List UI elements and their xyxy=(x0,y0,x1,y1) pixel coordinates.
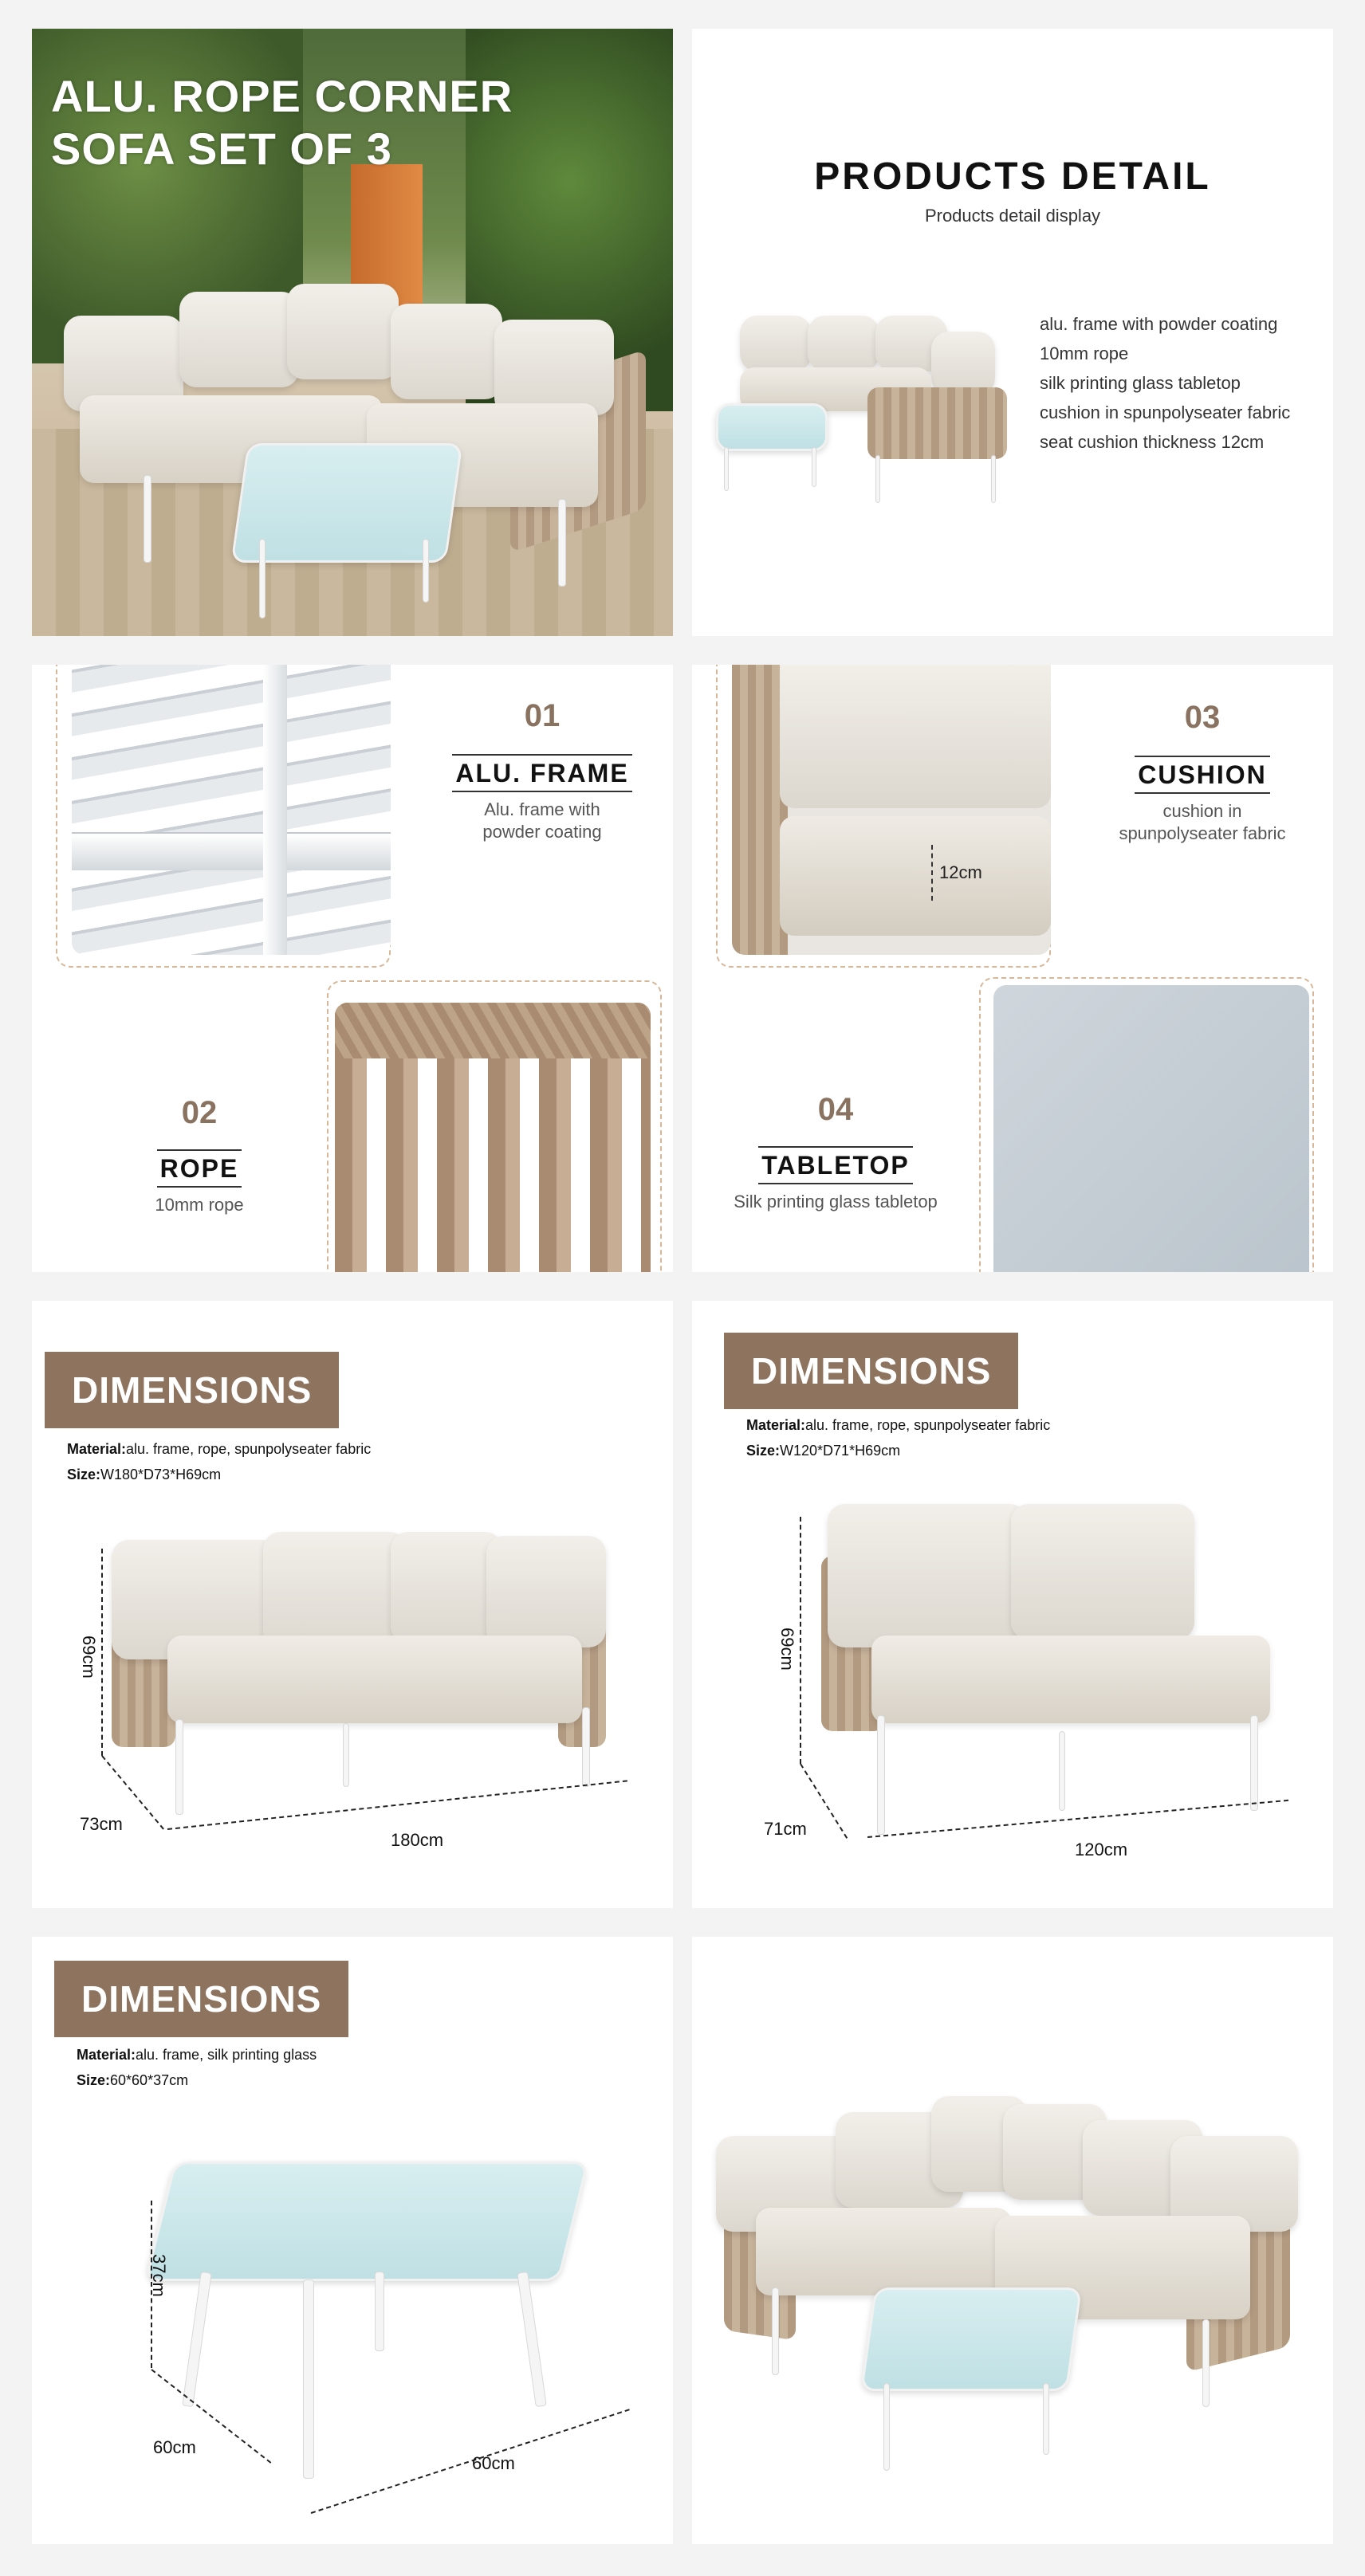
dimensions-panel-sofa xyxy=(32,1301,673,1908)
dimensions-panel-table xyxy=(32,1937,673,2544)
size-line xyxy=(77,2067,317,2093)
sofa-leg xyxy=(772,2287,779,2375)
frame-bar xyxy=(72,832,391,870)
back-cushion xyxy=(391,304,502,399)
size-line xyxy=(67,1462,371,1487)
detail-number-03: 03 xyxy=(1184,700,1221,735)
tabletop-closeup xyxy=(993,985,1309,1272)
thickness-marker xyxy=(931,845,933,901)
spec-block xyxy=(77,2042,317,2093)
dimensions-badge: DIMENSIONS xyxy=(724,1333,1018,1409)
back-cushion xyxy=(740,316,812,371)
back-cushion xyxy=(391,1532,502,1643)
sofa-leg xyxy=(582,1707,590,1787)
spec-block xyxy=(746,1412,1050,1463)
depth-label: 71cm xyxy=(764,1819,807,1839)
alu-frame-closeup xyxy=(72,665,391,955)
sofa-leg xyxy=(1202,2319,1210,2407)
depth-label: 73cm xyxy=(80,1814,123,1834)
sofa-leg xyxy=(991,455,996,503)
detail-title-alu-frame xyxy=(431,759,654,788)
full-set-panel xyxy=(692,1937,1333,2544)
material-line xyxy=(77,2042,317,2067)
products-detail-panel xyxy=(692,29,1333,636)
detail-number-04: 04 xyxy=(817,1092,854,1127)
frame-slats xyxy=(72,665,391,955)
detail-desc-line: powder coating xyxy=(482,822,602,842)
rope-top-band xyxy=(335,1003,651,1058)
detail-title-rope xyxy=(88,1154,311,1184)
material-label: Material: xyxy=(746,1417,806,1433)
detail-desc-line: spunpolyseater fabric xyxy=(1119,823,1286,843)
dimensions-panel-loveseat xyxy=(692,1301,1333,1908)
size-label: Size: xyxy=(67,1467,101,1482)
back-cushion xyxy=(828,1504,1027,1647)
detail-desc-alu-frame xyxy=(423,799,662,843)
table-leg xyxy=(812,447,816,487)
detail-desc-tabletop xyxy=(716,1191,955,1213)
dimensions-badge: DIMENSIONS xyxy=(45,1352,339,1428)
detail-number-02: 02 xyxy=(181,1095,218,1130)
sofa-leg xyxy=(877,1715,885,1835)
detail-desc-cushion xyxy=(1083,800,1322,845)
detail-title-text: ROPE xyxy=(157,1149,242,1188)
back-cushion xyxy=(179,292,299,387)
feature-list xyxy=(1040,309,1290,457)
coffee-table-top xyxy=(716,403,828,451)
products-detail-title: PRODUCTS DETAIL xyxy=(814,155,1211,198)
height-label: 37cm xyxy=(149,2254,169,2297)
material-label: Material: xyxy=(77,2047,136,2063)
hero-photo-panel xyxy=(32,29,673,636)
seat-cushion-closeup xyxy=(780,816,1051,936)
sofa-leg xyxy=(343,1723,349,1787)
hero-title-line1: ALU. ROPE CORNER xyxy=(51,71,513,121)
depth-dim-line xyxy=(800,1763,848,1838)
detail-number-01: 01 xyxy=(524,698,561,733)
width-label: 60cm xyxy=(472,2453,515,2473)
seat-cushion xyxy=(167,1636,582,1723)
back-cushion xyxy=(287,284,399,379)
rope-closeup xyxy=(335,1003,651,1272)
width-label: 180cm xyxy=(391,1830,444,1850)
hero-title xyxy=(51,70,609,175)
table-leg xyxy=(375,2272,384,2351)
table-leg xyxy=(259,539,266,618)
material-line xyxy=(746,1412,1050,1438)
cushion-closeup xyxy=(732,665,1051,955)
sofa-leg xyxy=(1250,1715,1258,1811)
width-dim-line xyxy=(867,1800,1288,1838)
table-leg xyxy=(517,2272,547,2407)
feature-item: cushion in spunpolyseater fabric xyxy=(1040,402,1291,422)
back-cushion-closeup xyxy=(780,665,1051,808)
height-label: 69cm xyxy=(79,1636,99,1679)
sofa-leg xyxy=(175,1719,183,1815)
sofa-leg xyxy=(1059,1731,1065,1811)
hero-title-line2: SOFA SET OF 3 xyxy=(51,124,392,174)
detail-title-text: TABLETOP xyxy=(758,1146,912,1184)
feature-item: silk printing glass tabletop xyxy=(1040,373,1241,393)
size-line xyxy=(746,1438,1050,1463)
seat-cushion xyxy=(756,2208,1011,2295)
sofa-leg xyxy=(558,499,566,587)
thickness-label: 12cm xyxy=(939,862,982,882)
width-dim-line xyxy=(167,1780,627,1830)
table-leg xyxy=(303,2280,314,2479)
products-detail-subtitle: Products detail display xyxy=(924,206,1101,226)
sofa-leg xyxy=(875,455,880,503)
feature-item: 10mm rope xyxy=(1040,344,1129,363)
height-dim-line xyxy=(101,1549,103,1756)
detail-desc-line: 10mm rope xyxy=(155,1195,244,1215)
material-value: alu. frame, rope, spunpolyseater fabric xyxy=(126,1441,372,1457)
back-cushion xyxy=(486,1536,606,1647)
feature-item: alu. frame with powder coating xyxy=(1040,314,1278,334)
seat-cushion xyxy=(871,1636,1270,1723)
table-leg xyxy=(724,447,729,491)
material-label: Material: xyxy=(67,1441,127,1457)
feature-item: seat cushion thickness 12cm xyxy=(1040,432,1265,452)
table-leg xyxy=(423,539,429,603)
detail-panel-cushion-tabletop xyxy=(692,665,1333,1272)
detail-desc-line: Alu. frame with xyxy=(484,799,600,819)
back-cushion xyxy=(808,316,879,371)
dimensions-badge: DIMENSIONS xyxy=(54,1961,348,2037)
detail-panel-frame-rope xyxy=(32,665,673,1272)
size-value: W180*D73*H69cm xyxy=(100,1467,222,1482)
detail-title-tabletop xyxy=(724,1151,947,1180)
frame-post xyxy=(263,665,287,955)
sofa-leg xyxy=(144,475,151,563)
material-value: alu. frame, silk printing glass xyxy=(136,2047,317,2063)
back-cushion xyxy=(931,332,995,395)
size-value: W120*D71*H69cm xyxy=(780,1443,901,1459)
size-label: Size: xyxy=(746,1443,781,1459)
height-label: 69cm xyxy=(777,1628,797,1671)
table-top xyxy=(144,2162,588,2281)
width-dim-line xyxy=(311,2409,630,2514)
table-leg xyxy=(883,2383,890,2471)
back-cushion xyxy=(1011,1504,1194,1639)
table-leg xyxy=(1043,2383,1049,2455)
material-line xyxy=(67,1436,371,1462)
size-label: Size: xyxy=(77,2072,111,2088)
width-label: 120cm xyxy=(1075,1840,1128,1859)
back-cushion xyxy=(494,320,614,415)
detail-title-cushion xyxy=(1091,760,1314,790)
table-leg xyxy=(182,2272,212,2407)
detail-desc-line: cushion in xyxy=(1162,801,1242,821)
depth-label: 60cm xyxy=(153,2437,196,2457)
size-value: 60*60*37cm xyxy=(110,2072,189,2088)
detail-title-text: CUSHION xyxy=(1135,756,1270,794)
detail-title-text: ALU. FRAME xyxy=(452,754,631,792)
coffee-table-top xyxy=(860,2287,1082,2391)
product-thumbnail xyxy=(716,268,1019,523)
sofa-rope-arm xyxy=(867,387,1007,459)
spec-block xyxy=(67,1436,371,1487)
material-value: alu. frame, rope, spunpolyseater fabric xyxy=(805,1417,1051,1433)
height-dim-line xyxy=(800,1517,801,1764)
detail-desc-rope xyxy=(80,1194,319,1216)
detail-desc-line: Silk printing glass tabletop xyxy=(734,1192,938,1211)
back-cushion xyxy=(263,1532,407,1651)
